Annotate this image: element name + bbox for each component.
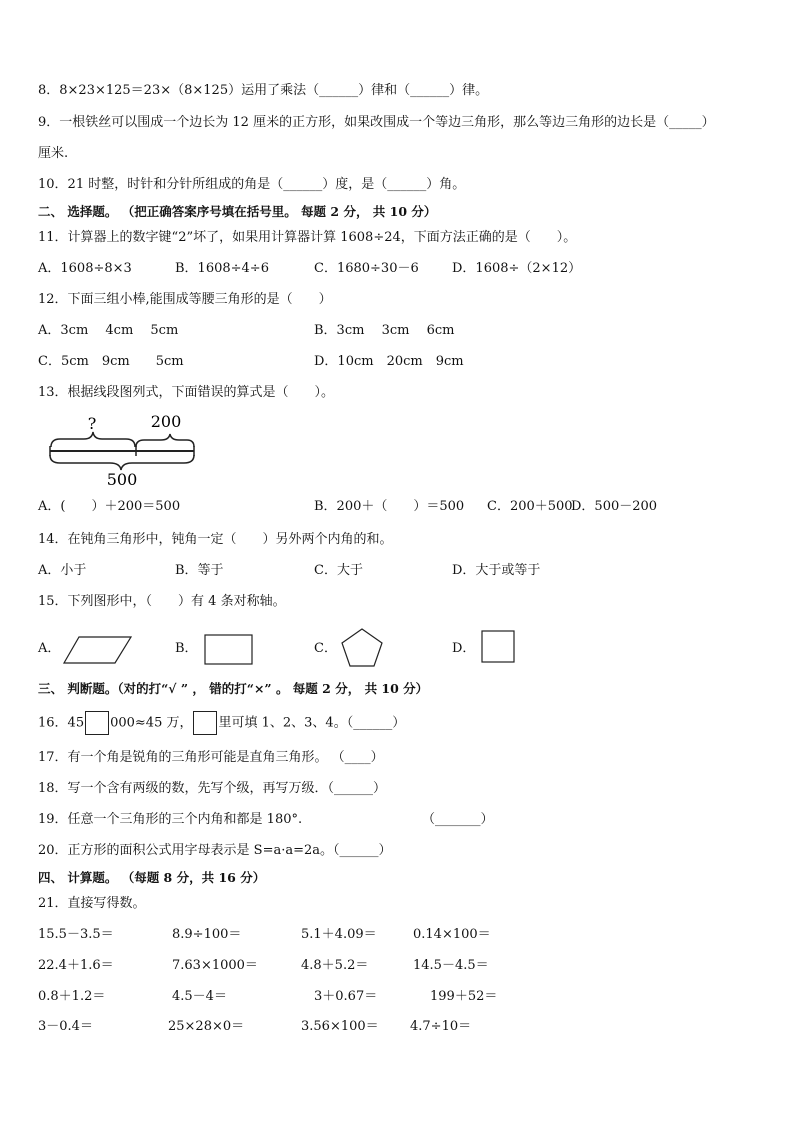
calc-item: 22.4＋1.6＝ xyxy=(38,958,114,973)
question-9: 9．一根铁丝可以围成一个边长为 12 厘米的正方形，如果改围成一个等边三角形，那么等边三角形的边长是（_____） xyxy=(38,115,715,130)
square-shape xyxy=(481,630,517,664)
question-11: 11．计算器上的数字键“2”坏了，如果用计算器计算 1608÷24，下面方法正确的是（ ）。 xyxy=(38,230,577,245)
calc-item: 3.56×100＝ xyxy=(301,1019,379,1034)
q15-option-c: C． xyxy=(314,641,337,656)
calc-item: 0.8＋1.2＝ xyxy=(38,989,106,1004)
brace-part xyxy=(136,434,194,447)
parallelogram-shape xyxy=(63,636,133,664)
question-14: 14．在钝角三角形中，钝角一定（ ）另外两个内角的和。 xyxy=(38,532,393,547)
q12-option-c: C．5cm 9cm 5cm xyxy=(38,354,184,369)
q14-option-b: B．等于 xyxy=(175,563,224,578)
calc-item: 14.5－4.5＝ xyxy=(413,958,489,973)
q15-option-a: A． xyxy=(38,641,61,656)
q11-option-d: D．1608÷（2×12） xyxy=(452,261,582,276)
q16-part-b: 000≈45 万， xyxy=(110,715,193,731)
brace-total xyxy=(50,455,194,470)
q11-option-a: A．1608÷8×3 xyxy=(38,261,132,276)
question-9-cont: 厘米. xyxy=(38,146,69,161)
question-17: 17．有一个角是锐角的三角形可能是直角三角形。 （____） xyxy=(38,750,384,765)
q11-option-b: B．1608÷4÷6 xyxy=(175,261,269,276)
q12-option-a: A．3cm 4cm 5cm xyxy=(38,323,179,338)
calc-item: 4.5－4＝ xyxy=(172,989,227,1004)
q19-answer-blank: （_______） xyxy=(422,812,494,827)
q12-option-b: B．3cm 3cm 6cm xyxy=(314,323,455,338)
calc-item: 15.5－3.5＝ xyxy=(38,927,114,942)
question-20: 20．正方形的面积公式用字母表示是 S=a·a=2a。（______） xyxy=(38,843,392,858)
question-15: 15．下列图形中，（ ）有 4 条对称轴。 xyxy=(38,594,286,609)
q16-part-c: 里可填 1、2、3、4。（______） xyxy=(218,715,406,731)
calc-item: 199＋52＝ xyxy=(430,989,498,1004)
q16-part-a: 16．45 xyxy=(38,715,85,731)
question-21: 21．直接写得数。 xyxy=(38,896,146,911)
section-3-heading: 三、 判断题。（对的打“√ ” ， 错的打“×” 。 每题 2 分， 共 10 分） xyxy=(38,681,429,696)
segment-diagram xyxy=(44,410,194,490)
q14-option-c: C．大于 xyxy=(314,563,363,578)
q13-option-a: A．( ）＋200＝500 xyxy=(38,499,181,514)
diagram-unknown-label: ? xyxy=(87,414,97,433)
rectangle-shape xyxy=(204,634,254,666)
q11-option-c: C．1680÷30－6 xyxy=(314,261,419,276)
brace-unknown xyxy=(51,432,135,447)
question-12: 12．下面三组小棒,能围成等腰三角形的是（ ） xyxy=(38,292,332,307)
calc-item: 3－0.4＝ xyxy=(38,1019,93,1034)
calc-item: 5.1＋4.09＝ xyxy=(301,927,377,942)
question-16 xyxy=(38,711,405,735)
calc-item: 4.8＋5.2＝ xyxy=(301,958,369,973)
question-8: 8．8×23×125＝23×（8×125）运用了乘法（______）律和（______）律。 xyxy=(38,83,489,98)
diagram-total-label: 500 xyxy=(106,470,138,489)
calc-item: 7.63×1000＝ xyxy=(172,958,258,973)
diagram-part-label: 200 xyxy=(150,412,182,431)
q12-option-d: D．10cm 20cm 9cm xyxy=(314,354,464,369)
calc-item: 4.7÷10＝ xyxy=(410,1019,472,1034)
section-2-heading: 二、 选择题。 （把正确答案序号填在括号里。 每题 2 分， 共 10 分） xyxy=(38,204,437,219)
question-18: 18．写一个含有两级的数，先写个级，再写万级．（______） xyxy=(38,781,387,796)
pentagon-shape xyxy=(340,628,384,668)
q13-option-b: B．200＋（ ）＝500 xyxy=(314,499,465,514)
q14-option-a: A．小于 xyxy=(38,563,87,578)
question-19: 19．任意一个三角形的三个内角和都是 180°. xyxy=(38,812,303,827)
q13-option-d: D．500－200 xyxy=(571,499,658,514)
q15-option-d: D． xyxy=(452,641,476,656)
calc-item: 25×28×0＝ xyxy=(168,1019,245,1034)
calc-item: 3＋0.67＝ xyxy=(314,989,378,1004)
q15-option-b: B． xyxy=(175,641,198,656)
calc-item: 0.14×100＝ xyxy=(413,927,491,942)
question-13: 13．根据线段图列式，下面错误的算式是（ ）。 xyxy=(38,385,335,400)
section-4-heading: 四、 计算题。 （每题 8 分，共 16 分） xyxy=(38,870,266,885)
q13-option-c: C．200＋500 xyxy=(487,499,573,514)
question-10: 10．21 时整，时针和分针所组成的角是（______）度，是（______）角。 xyxy=(38,177,466,192)
q14-option-d: D．大于或等于 xyxy=(452,563,541,578)
q16-blank-box xyxy=(85,711,109,735)
calc-item: 8.9÷100＝ xyxy=(172,927,242,942)
q16-blank-box-2 xyxy=(193,711,217,735)
